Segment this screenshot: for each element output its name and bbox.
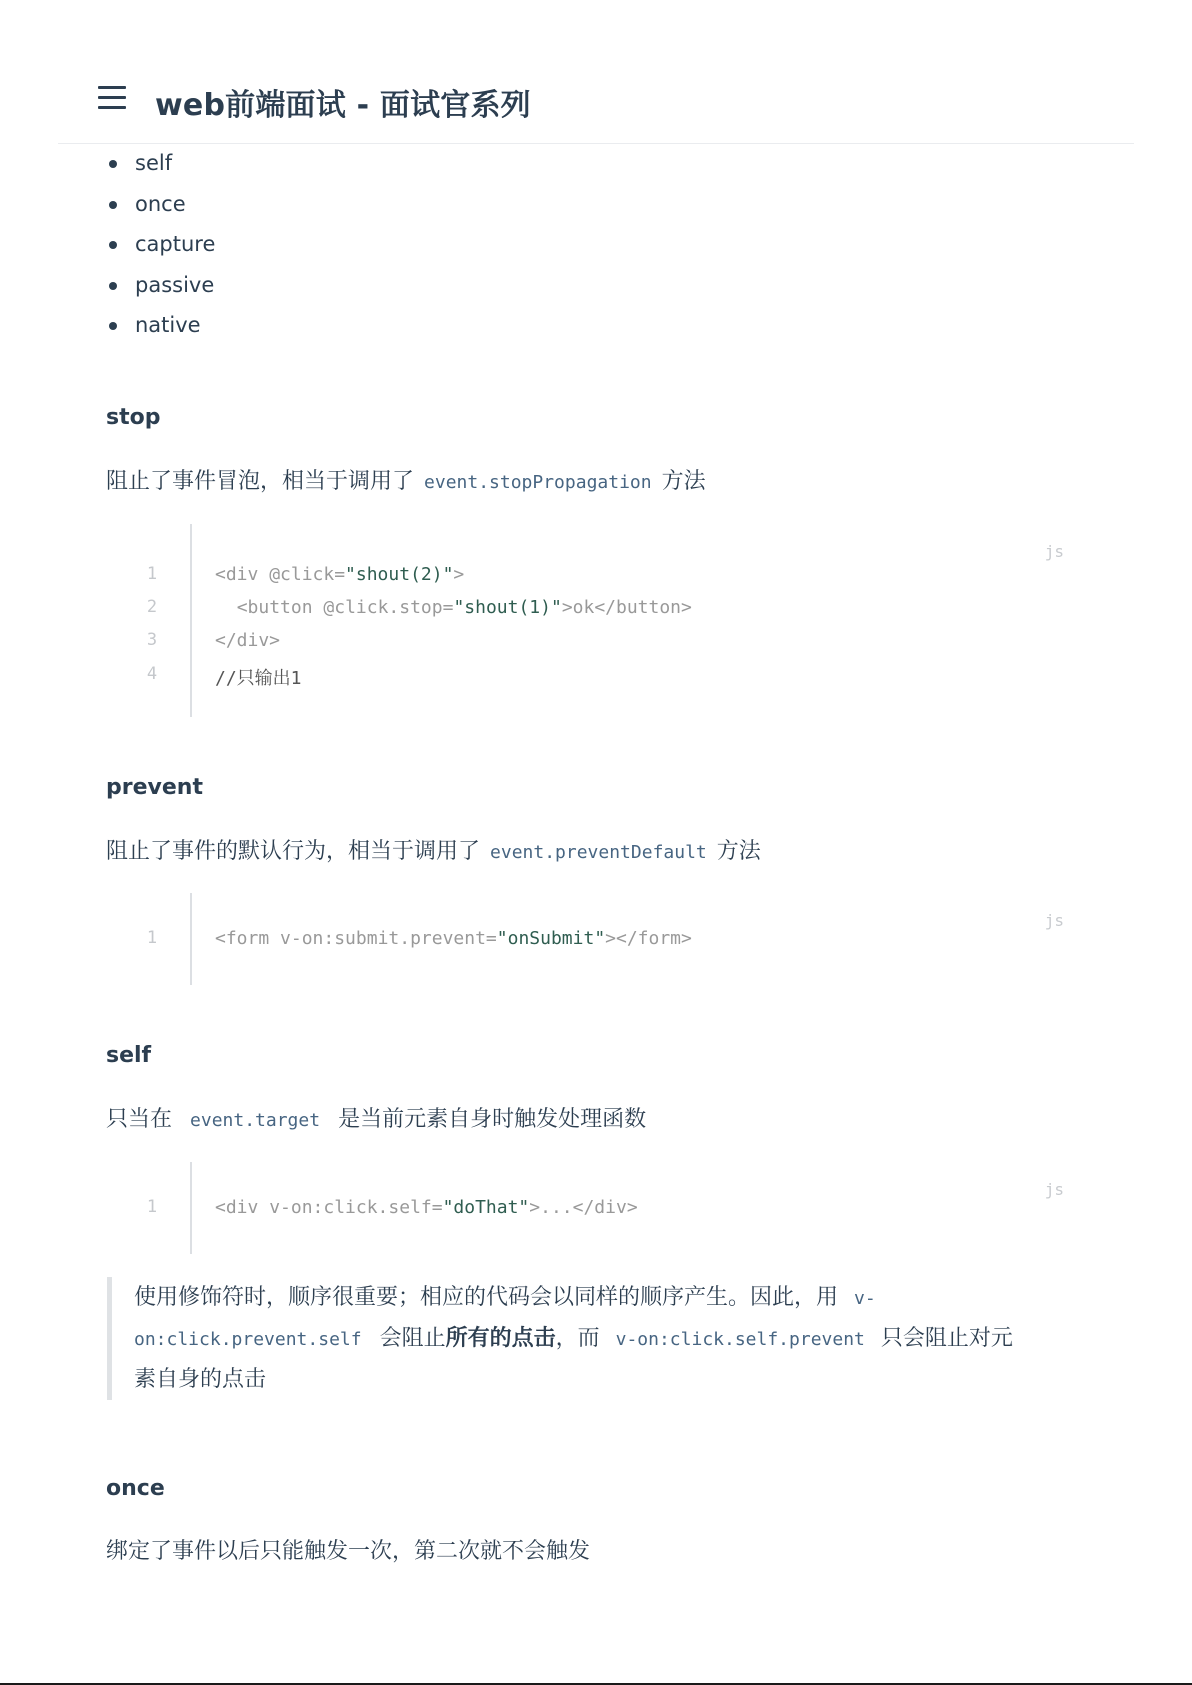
line-number: 2 bbox=[146, 597, 158, 617]
line-number: 1 bbox=[146, 1197, 158, 1217]
language-label: js bbox=[1044, 1180, 1064, 1199]
list-item: once bbox=[106, 184, 1076, 225]
line-number: 3 bbox=[146, 630, 158, 650]
list-item: passive bbox=[106, 265, 1076, 306]
self-description: 只当在 event.target 是当前元素自身时触发处理函数 bbox=[106, 1107, 647, 1132]
inline-code: v- bbox=[854, 1288, 876, 1309]
heading-once: once bbox=[106, 1476, 165, 1501]
modifier-list bbox=[106, 143, 1076, 346]
line-number: 1 bbox=[146, 564, 158, 584]
prevent-description: 阻止了事件的默认行为，相当于调用了 event.preventDefault 方法 bbox=[106, 839, 761, 864]
inline-code: event.stopPropagation bbox=[424, 472, 652, 493]
code-block-stop: js 1 <div @click="shout(2)"> 2 <button @click.stop="shout(1)">ok</button> 3 </div> 4 //只输出1 bbox=[106, 524, 1076, 717]
inline-code: event.target bbox=[190, 1110, 321, 1131]
site-title[interactable]: web前端面试 - 面试官系列 bbox=[155, 88, 531, 123]
heading-self: self bbox=[106, 1043, 152, 1068]
code-block-self: js 1 <div v-on:click.self="doThat">...</div> bbox=[106, 1162, 1076, 1254]
list-item: native bbox=[106, 305, 1076, 346]
line-number: 4 bbox=[146, 664, 158, 684]
line-number: 1 bbox=[146, 928, 158, 948]
page-content bbox=[106, 143, 1076, 1564]
language-label: js bbox=[1044, 911, 1064, 930]
heading-prevent: prevent bbox=[106, 775, 203, 800]
list-item: self bbox=[106, 143, 1076, 184]
once-description: 绑定了事件以后只能触发一次，第二次就不会触发 bbox=[106, 1539, 591, 1564]
code-block-prevent: js 1 <form v-on:submit.prevent="onSubmit"></form> bbox=[106, 893, 1076, 985]
inline-code: v-on:click.self.prevent bbox=[615, 1329, 865, 1350]
list-item: capture bbox=[106, 224, 1076, 265]
heading-stop: stop bbox=[106, 405, 161, 430]
language-label: js bbox=[1044, 542, 1064, 561]
inline-code: event.preventDefault bbox=[490, 842, 707, 863]
menu-icon[interactable] bbox=[98, 86, 126, 110]
inline-code: on:click.prevent.self bbox=[134, 1329, 362, 1350]
tip-blockquote: 使用修饰符时，顺序很重要；相应的代码会以同样的顺序产生。因此，用 v- on:click.prevent.self 会阻止所有的点击，而 v-on:click.self.prevent 只会阻止对元 素自身的点击 bbox=[107, 1277, 1077, 1400]
navbar bbox=[58, 58, 1134, 144]
stop-description: 阻止了事件冒泡，相当于调用了 event.stopPropagation 方法 bbox=[106, 469, 706, 494]
